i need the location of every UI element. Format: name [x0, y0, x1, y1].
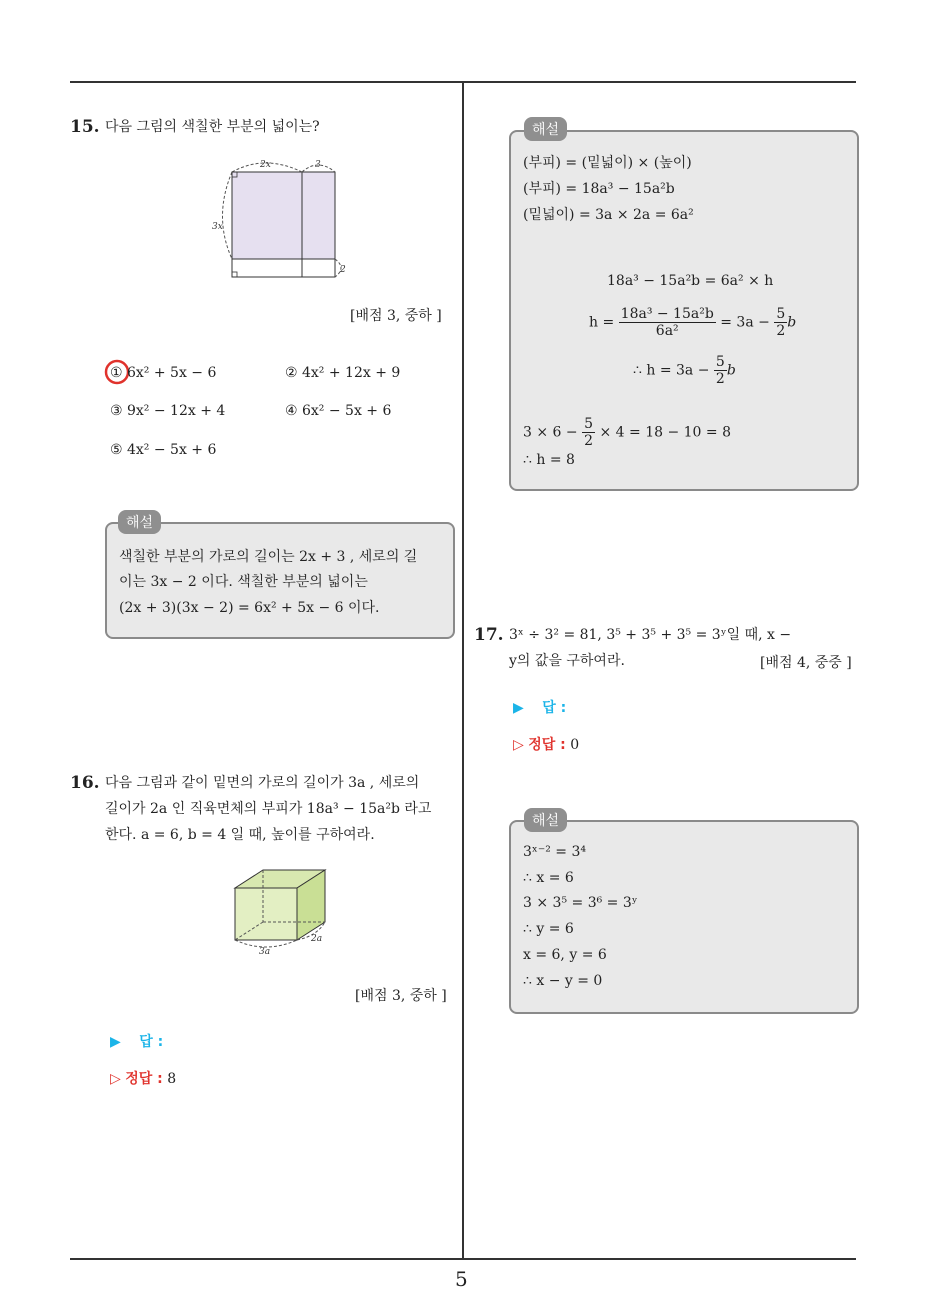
- two: 2: [584, 433, 594, 449]
- q15-question: 다음 그림의 색칠한 부분의 넓이는?: [105, 119, 320, 135]
- q16-correct-label: 정답 :: [125, 1071, 163, 1087]
- q17-correct-value: 0: [570, 737, 580, 753]
- q17-line-2: y의 값을 구하여라.: [509, 653, 625, 669]
- h-denominator: 6a²: [655, 323, 679, 339]
- q15-exp-line-2: 이는 3x − 2 이다. 색칠한 부분의 넓이는: [119, 574, 368, 590]
- q17-exp-line-4: ∴ y = 6: [523, 921, 574, 937]
- q17-exp-line-6: ∴ x − y = 0: [523, 973, 603, 989]
- q17-line-1: 3ˣ ÷ 3² = 81, 3⁵ + 3⁵ + 3⁵ = 3ʸ일 때, x −: [509, 627, 792, 643]
- five-halves: [774, 306, 787, 339]
- q16-exp-h-eq: [589, 306, 796, 339]
- q17-correct-label: 정답 :: [528, 737, 566, 753]
- label-2x: 2x: [260, 160, 271, 170]
- q15-exp-line-1: 색칠한 부분의 가로의 길이는 2x + 3 , 세로의 길: [119, 549, 418, 565]
- play-icon: ▶: [110, 1034, 121, 1050]
- label-3: 3: [315, 160, 321, 170]
- unshaded-strip: [232, 259, 335, 277]
- q15-choice-4[interactable]: ④ 6x² − 5x + 6: [285, 403, 392, 419]
- q16-exp-calc: [523, 416, 731, 449]
- shaded-region: [232, 172, 335, 259]
- calc-a: 3 × 6 −: [523, 424, 578, 441]
- two: 2: [776, 323, 786, 339]
- q16-exp-eq1: 18a³ − 15a²b = 6a² × h: [607, 273, 774, 289]
- label-3a: 3a: [259, 947, 271, 957]
- five: 5: [715, 354, 725, 370]
- b-var: b: [787, 314, 797, 331]
- bottom-rule: [70, 1258, 856, 1260]
- play-icon: ▶: [513, 700, 524, 716]
- q15-choice-3[interactable]: ③ 9x² − 12x + 4: [110, 403, 226, 419]
- q17-correct-row: [513, 734, 579, 754]
- q16-correct-row: [110, 1068, 176, 1088]
- q16-explanation-box: [509, 130, 859, 491]
- label-2: 2: [340, 265, 346, 275]
- five-halves-2: [714, 354, 727, 387]
- two: 2: [715, 371, 725, 387]
- q16-correct-value: 8: [167, 1071, 177, 1087]
- q16-line-3: 한다. a = 6, b = 4 일 때, 높이를 구하여라.: [105, 827, 375, 843]
- q16-line-1: 다음 그림과 같이 밑면의 가로의 길이가 3a , 세로의: [105, 775, 420, 791]
- q17-explanation-tag: 해설: [524, 808, 567, 832]
- h-lhs: h =: [589, 314, 615, 331]
- q17-answer-label: 답 :: [542, 700, 567, 716]
- q15-number: 15.: [70, 117, 100, 137]
- q17-explanation-box: [509, 820, 859, 1014]
- h-numerator: 18a³ − 15a²b: [620, 306, 714, 322]
- q16-exp-last: ∴ h = 8: [523, 452, 575, 468]
- q16-exp-line-3: (밑넓이) = 3a × 2a = 6a²: [523, 207, 694, 223]
- q15-exp-line-3: (2x + 3)(3x − 2) = 6x² + 5x − 6 이다.: [119, 600, 380, 616]
- q16-line-2: 길이가 2a 인 직육면체의 부피가 18a³ − 15a²b 라고: [105, 801, 432, 817]
- h-mid: = 3a −: [720, 314, 770, 331]
- q17-exp-line-1: 3ˣ⁻² = 3⁴: [523, 844, 586, 860]
- q17-answer-row: [513, 697, 566, 717]
- q15-choice-5[interactable]: ⑤ 4x² − 5x + 6: [110, 442, 217, 458]
- q16-number: 16.: [70, 773, 100, 793]
- label-2a: 2a: [311, 934, 323, 944]
- q16-exp-line-2: (부피) = 18a³ − 15a²b: [523, 181, 675, 197]
- q16-cuboid-figure: [225, 862, 345, 958]
- q16-explanation-tag: 해설: [524, 117, 567, 141]
- b-var: b: [726, 362, 736, 379]
- q15-meta: [배점 3, 중하 ]: [350, 308, 442, 324]
- triangle-outline-icon: ▷: [110, 1071, 121, 1087]
- calc-b: × 4 = 18 − 10 = 8: [599, 424, 731, 441]
- q17-number: 17.: [474, 625, 504, 645]
- five-halves-3: [582, 416, 595, 449]
- column-divider: [462, 83, 464, 1259]
- triangle-outline-icon: ▷: [513, 737, 524, 753]
- label-3x: 3x: [212, 222, 223, 232]
- five: 5: [584, 416, 594, 432]
- q16-meta: [배점 3, 중하 ]: [355, 988, 447, 1004]
- therefore-h: ∴ h = 3a −: [633, 362, 710, 379]
- page-number: 5: [455, 1267, 468, 1291]
- q16-answer-label: 답 :: [139, 1034, 164, 1050]
- q15-choice-2[interactable]: ② 4x² + 12x + 9: [285, 365, 401, 381]
- q15-explanation-tag: 해설: [118, 510, 161, 534]
- q17-exp-line-2: ∴ x = 6: [523, 870, 574, 886]
- q17-exp-line-3: 3 × 3⁵ = 3⁶ = 3ʸ: [523, 895, 638, 911]
- q15-explanation-box: [105, 522, 455, 639]
- q16-answer-row: [110, 1031, 163, 1051]
- q16-exp-line-1: (부피) = (밑넓이) × (높이): [523, 155, 692, 171]
- five: 5: [776, 306, 786, 322]
- h-fraction: [619, 306, 716, 339]
- q16-exp-therefore-h: [633, 354, 736, 387]
- q15-figure: [205, 152, 355, 282]
- q15-choice-1[interactable]: ① 6x² + 5x − 6: [110, 365, 217, 381]
- q17-meta: [배점 4, 중중 ]: [760, 655, 852, 671]
- q17-exp-line-5: x = 6, y = 6: [523, 947, 607, 963]
